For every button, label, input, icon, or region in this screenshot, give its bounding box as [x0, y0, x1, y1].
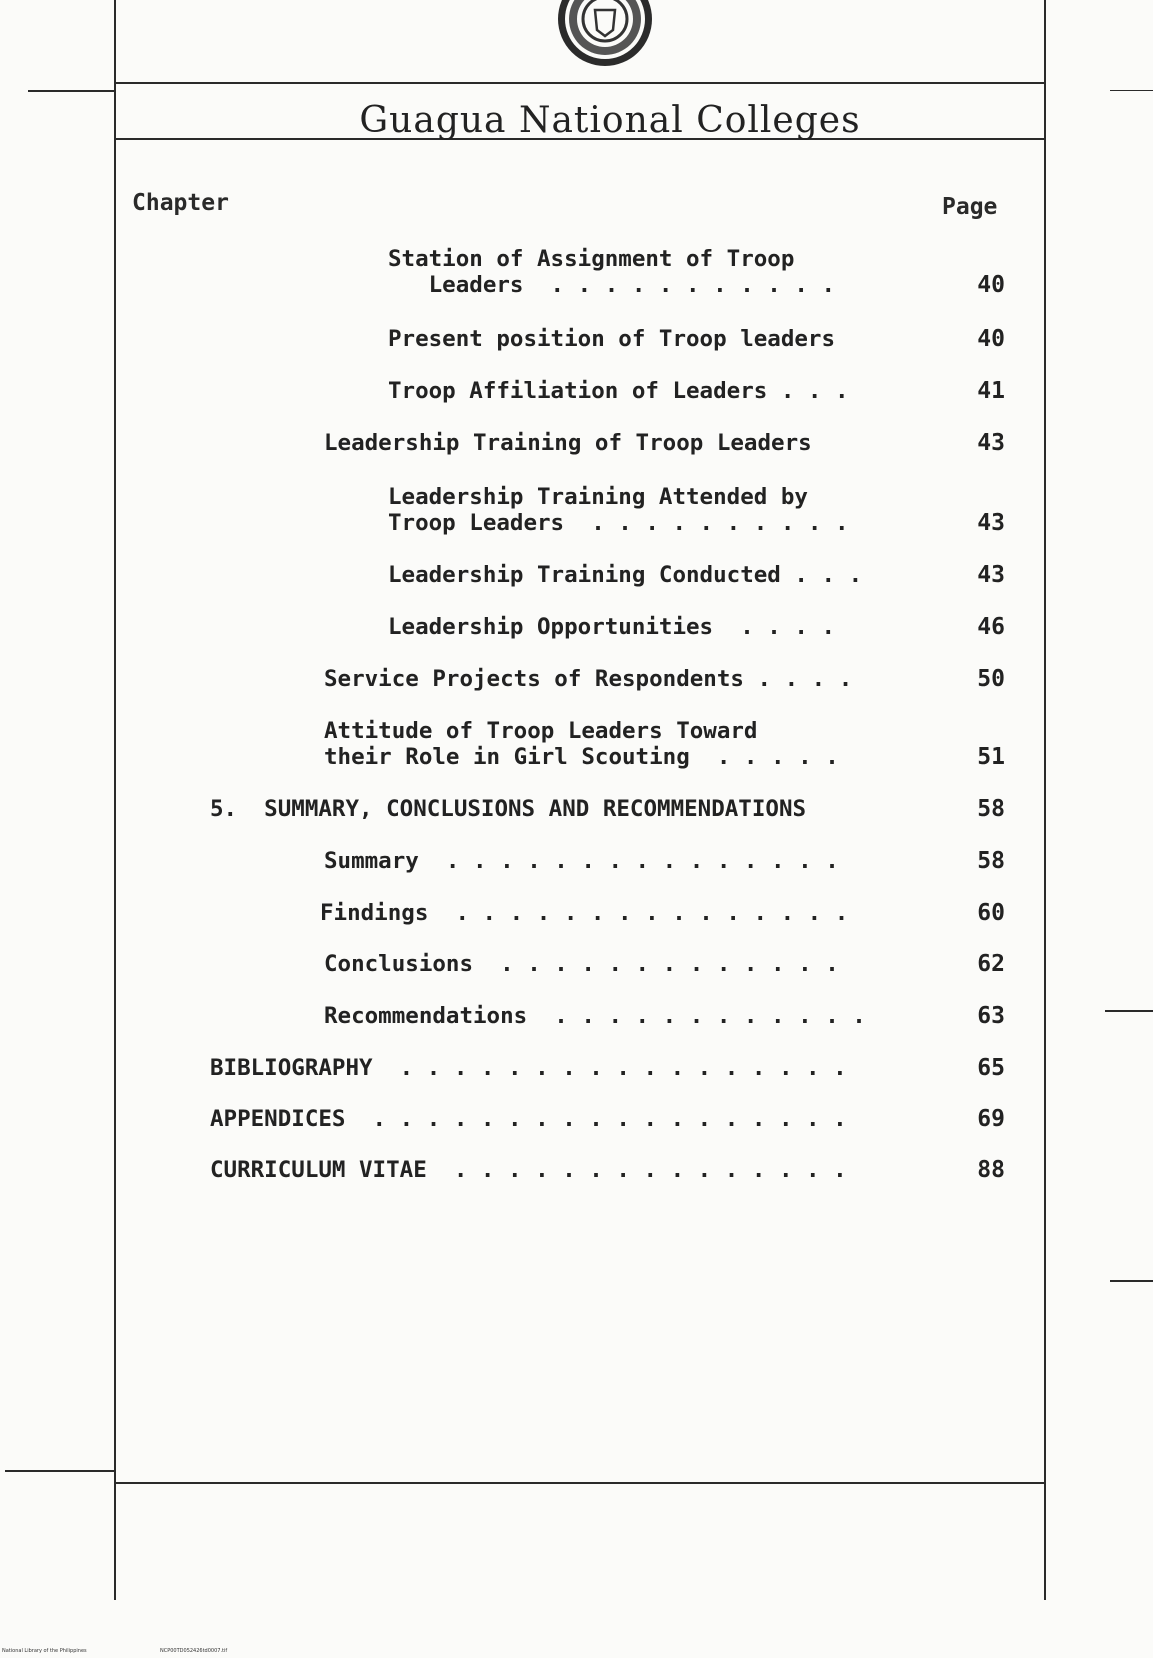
page-label: Page: [942, 194, 998, 220]
toc-page-number: 69: [977, 1106, 1005, 1132]
toc-page-number: 58: [977, 796, 1005, 822]
toc-page-number: 58: [977, 848, 1005, 874]
toc-entry-text: Findings . . . . . . . . . . . . . . .: [320, 900, 849, 926]
margin-mark: [1110, 1280, 1153, 1282]
toc-page-number: 88: [977, 1157, 1005, 1183]
toc-page-number: 43: [977, 562, 1005, 588]
toc-page-number: 40: [977, 326, 1005, 352]
toc-page-number: 40: [977, 272, 1005, 298]
toc-entry-text: Recommendations . . . . . . . . . . . .: [324, 1003, 866, 1029]
toc-entry-text: Leadership Training Conducted . . .: [388, 562, 863, 588]
left-margin-line: [114, 0, 116, 1600]
toc-chapter-heading: 5. SUMMARY, CONCLUSIONS AND RECOMMENDATIONS: [210, 796, 807, 822]
footer-code: NCP00TD052426td0007.tif: [160, 1648, 228, 1654]
toc-page-number: 63: [977, 1003, 1005, 1029]
right-margin-line: [1044, 0, 1046, 1600]
toc-page-number: 60: [977, 900, 1005, 926]
margin-mark: [28, 90, 116, 92]
toc-entry-text: Present position of Troop leaders: [388, 326, 836, 352]
toc-entry-text: Station of Assignment of Troop Leaders . . . . . . . . . . .: [388, 246, 836, 298]
toc-page-number: 62: [977, 951, 1005, 977]
toc-entry-text: Troop Affiliation of Leaders . . .: [388, 378, 849, 404]
toc-page-number: 46: [977, 614, 1005, 640]
toc-entry-text: CURRICULUM VITAE . . . . . . . . . . . . . . .: [210, 1157, 847, 1183]
toc-entry-text: Leadership Training of Troop Leaders: [324, 430, 812, 456]
toc-entry-text: Attitude of Troop Leaders Toward their Role in Girl Scouting . . . . .: [324, 718, 839, 770]
toc-page-number: 43: [977, 430, 1005, 456]
toc-page-number: 43: [977, 510, 1005, 536]
toc-entry-text: Summary . . . . . . . . . . . . . . .: [324, 848, 839, 874]
toc-entry-text: APPENDICES . . . . . . . . . . . . . . . . . .: [210, 1106, 847, 1132]
margin-mark: [1110, 90, 1153, 91]
top-rule: [114, 82, 1046, 84]
toc-page-number: 51: [977, 744, 1005, 770]
toc-entry-text: Leadership Training Attended by Troop Leaders . . . . . . . . . .: [388, 484, 849, 536]
toc-entry-text: BIBLIOGRAPHY . . . . . . . . . . . . . . . . .: [210, 1055, 847, 1081]
toc-page-number: 50: [977, 666, 1005, 692]
toc-entry-text: Service Projects of Respondents . . . .: [324, 666, 853, 692]
margin-mark: [1105, 1010, 1153, 1012]
toc-entry-text: Leadership Opportunities . . . .: [388, 614, 836, 640]
college-name: Guagua National Colleges: [359, 100, 861, 141]
toc-entry-text: Conclusions . . . . . . . . . . . . .: [324, 951, 839, 977]
toc-page-number: 65: [977, 1055, 1005, 1081]
college-seal-icon: [555, 0, 655, 68]
margin-mark: [5, 1470, 115, 1472]
bottom-rule: [114, 1482, 1046, 1484]
chapter-label: Chapter: [132, 190, 229, 216]
footer-source: National Library of the Philippines: [2, 1648, 87, 1654]
toc-page-number: 41: [977, 378, 1005, 404]
